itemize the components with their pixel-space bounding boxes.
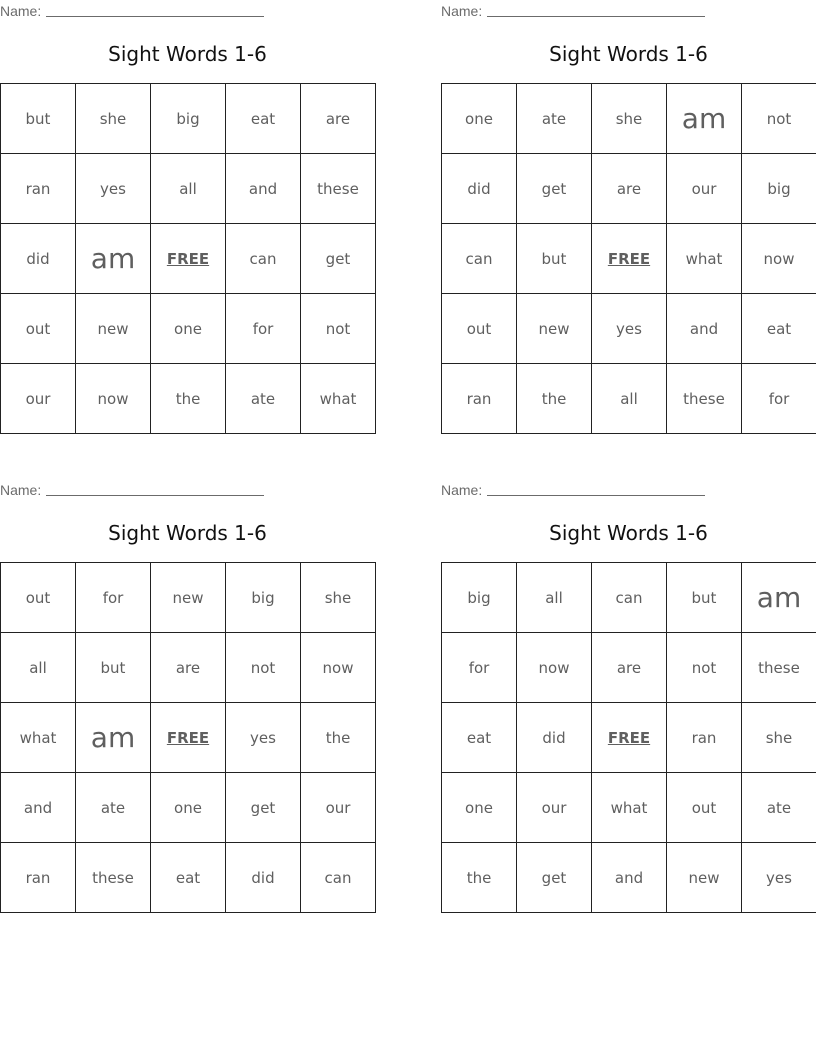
grid-cell: did xyxy=(517,703,592,773)
grid-row xyxy=(1,84,376,154)
grid-cell: big xyxy=(742,154,816,224)
grid-cell: all xyxy=(592,364,667,434)
grid-cell: but xyxy=(76,633,151,703)
name-label: Name: xyxy=(0,482,42,498)
card-title: Sight Words 1-6 xyxy=(549,521,708,545)
grid-cell: ran xyxy=(1,843,76,913)
grid-cell: ate xyxy=(76,773,151,843)
bingo-grid xyxy=(441,83,816,434)
free-space-cell: FREE xyxy=(592,703,667,773)
grid-cell: not xyxy=(226,633,301,703)
grid-cell: new xyxy=(517,294,592,364)
grid-cell: and xyxy=(667,294,742,364)
grid-cell: yes xyxy=(76,154,151,224)
grid-cell: ate xyxy=(742,773,816,843)
grid-cell: for xyxy=(442,633,517,703)
bingo-grid xyxy=(441,562,816,913)
grid-row xyxy=(1,633,376,703)
grid-cell: but xyxy=(667,563,742,633)
grid-cell: did xyxy=(226,843,301,913)
grid-cell: not xyxy=(301,294,376,364)
grid-cell: new xyxy=(667,843,742,913)
name-label: Name: xyxy=(0,3,42,19)
grid-cell: but xyxy=(1,84,76,154)
grid-cell: yes xyxy=(226,703,301,773)
name-label: Name: xyxy=(441,3,483,19)
grid-cell: eat xyxy=(226,84,301,154)
grid-cell: for xyxy=(76,563,151,633)
card-title: Sight Words 1-6 xyxy=(108,521,267,545)
grid-cell-highlight: am xyxy=(742,563,816,633)
grid-cell: can xyxy=(301,843,376,913)
grid-cell: and xyxy=(226,154,301,224)
grid-cell-highlight: am xyxy=(76,224,151,294)
free-space-cell: FREE xyxy=(151,703,226,773)
grid-cell: new xyxy=(151,563,226,633)
grid-cell: ate xyxy=(226,364,301,434)
grid-cell: she xyxy=(742,703,816,773)
grid-cell: one xyxy=(151,773,226,843)
grid-cell: what xyxy=(667,224,742,294)
grid-row xyxy=(1,703,376,773)
grid-cell: our xyxy=(301,773,376,843)
grid-row xyxy=(442,843,816,913)
grid-cell: the xyxy=(301,703,376,773)
card-title: Sight Words 1-6 xyxy=(549,42,708,66)
grid-cell: but xyxy=(517,224,592,294)
grid-cell: all xyxy=(151,154,226,224)
grid-row xyxy=(442,154,816,224)
grid-cell: now xyxy=(742,224,816,294)
grid-cell: she xyxy=(592,84,667,154)
bingo-grid xyxy=(0,83,376,434)
grid-cell: for xyxy=(742,364,816,434)
grid-cell: one xyxy=(151,294,226,364)
grid-cell: get xyxy=(517,843,592,913)
grid-row xyxy=(442,703,816,773)
grid-cell: are xyxy=(301,84,376,154)
grid-cell: one xyxy=(442,773,517,843)
grid-cell: our xyxy=(517,773,592,843)
grid-row xyxy=(1,154,376,224)
card-title: Sight Words 1-6 xyxy=(108,42,267,66)
grid-cell: big xyxy=(151,84,226,154)
name-blank-line xyxy=(487,16,705,17)
name-label: Name: xyxy=(441,482,483,498)
grid-cell: she xyxy=(301,563,376,633)
grid-cell: all xyxy=(1,633,76,703)
grid-cell: ran xyxy=(667,703,742,773)
grid-cell: yes xyxy=(742,843,816,913)
grid-cell: out xyxy=(667,773,742,843)
grid-cell: the xyxy=(151,364,226,434)
name-blank-line xyxy=(46,16,264,17)
grid-cell: and xyxy=(1,773,76,843)
grid-cell: what xyxy=(1,703,76,773)
grid-row xyxy=(442,224,816,294)
grid-cell: these xyxy=(76,843,151,913)
grid-cell: did xyxy=(442,154,517,224)
grid-row xyxy=(442,633,816,703)
grid-row xyxy=(442,773,816,843)
grid-cell: are xyxy=(592,154,667,224)
grid-cell: what xyxy=(301,364,376,434)
grid-cell: yes xyxy=(592,294,667,364)
grid-cell: she xyxy=(76,84,151,154)
grid-cell: our xyxy=(1,364,76,434)
grid-cell: one xyxy=(442,84,517,154)
grid-cell: eat xyxy=(442,703,517,773)
grid-cell: get xyxy=(301,224,376,294)
grid-row xyxy=(1,563,376,633)
grid-cell: can xyxy=(592,563,667,633)
grid-cell: big xyxy=(442,563,517,633)
grid-row xyxy=(1,773,376,843)
grid-cell-highlight: am xyxy=(667,84,742,154)
grid-row xyxy=(1,294,376,364)
grid-cell: big xyxy=(226,563,301,633)
grid-cell: all xyxy=(517,563,592,633)
grid-cell: new xyxy=(76,294,151,364)
grid-cell: can xyxy=(442,224,517,294)
grid-cell: now xyxy=(301,633,376,703)
grid-cell: are xyxy=(592,633,667,703)
grid-cell: get xyxy=(226,773,301,843)
grid-row xyxy=(442,84,816,154)
grid-cell: now xyxy=(517,633,592,703)
name-blank-line xyxy=(487,495,705,496)
grid-cell: eat xyxy=(742,294,816,364)
grid-cell: are xyxy=(151,633,226,703)
grid-cell: ran xyxy=(1,154,76,224)
grid-row xyxy=(1,364,376,434)
grid-cell: eat xyxy=(151,843,226,913)
grid-cell: our xyxy=(667,154,742,224)
grid-cell: not xyxy=(742,84,816,154)
grid-cell: ate xyxy=(517,84,592,154)
grid-row xyxy=(442,294,816,364)
grid-cell: what xyxy=(592,773,667,843)
grid-row xyxy=(442,563,816,633)
grid-cell: out xyxy=(442,294,517,364)
grid-cell-highlight: am xyxy=(76,703,151,773)
grid-row xyxy=(1,224,376,294)
grid-cell: out xyxy=(1,563,76,633)
grid-cell: ran xyxy=(442,364,517,434)
grid-cell: out xyxy=(1,294,76,364)
grid-cell: the xyxy=(517,364,592,434)
grid-cell: and xyxy=(592,843,667,913)
grid-cell: the xyxy=(442,843,517,913)
free-space-cell: FREE xyxy=(592,224,667,294)
grid-cell: for xyxy=(226,294,301,364)
bingo-grid xyxy=(0,562,376,913)
grid-cell: get xyxy=(517,154,592,224)
grid-row xyxy=(442,364,816,434)
grid-row xyxy=(1,843,376,913)
grid-cell: not xyxy=(667,633,742,703)
name-blank-line xyxy=(46,495,264,496)
grid-cell: can xyxy=(226,224,301,294)
grid-cell: these xyxy=(667,364,742,434)
grid-cell: did xyxy=(1,224,76,294)
free-space-cell: FREE xyxy=(151,224,226,294)
grid-cell: now xyxy=(76,364,151,434)
grid-cell: these xyxy=(742,633,816,703)
grid-cell: these xyxy=(301,154,376,224)
